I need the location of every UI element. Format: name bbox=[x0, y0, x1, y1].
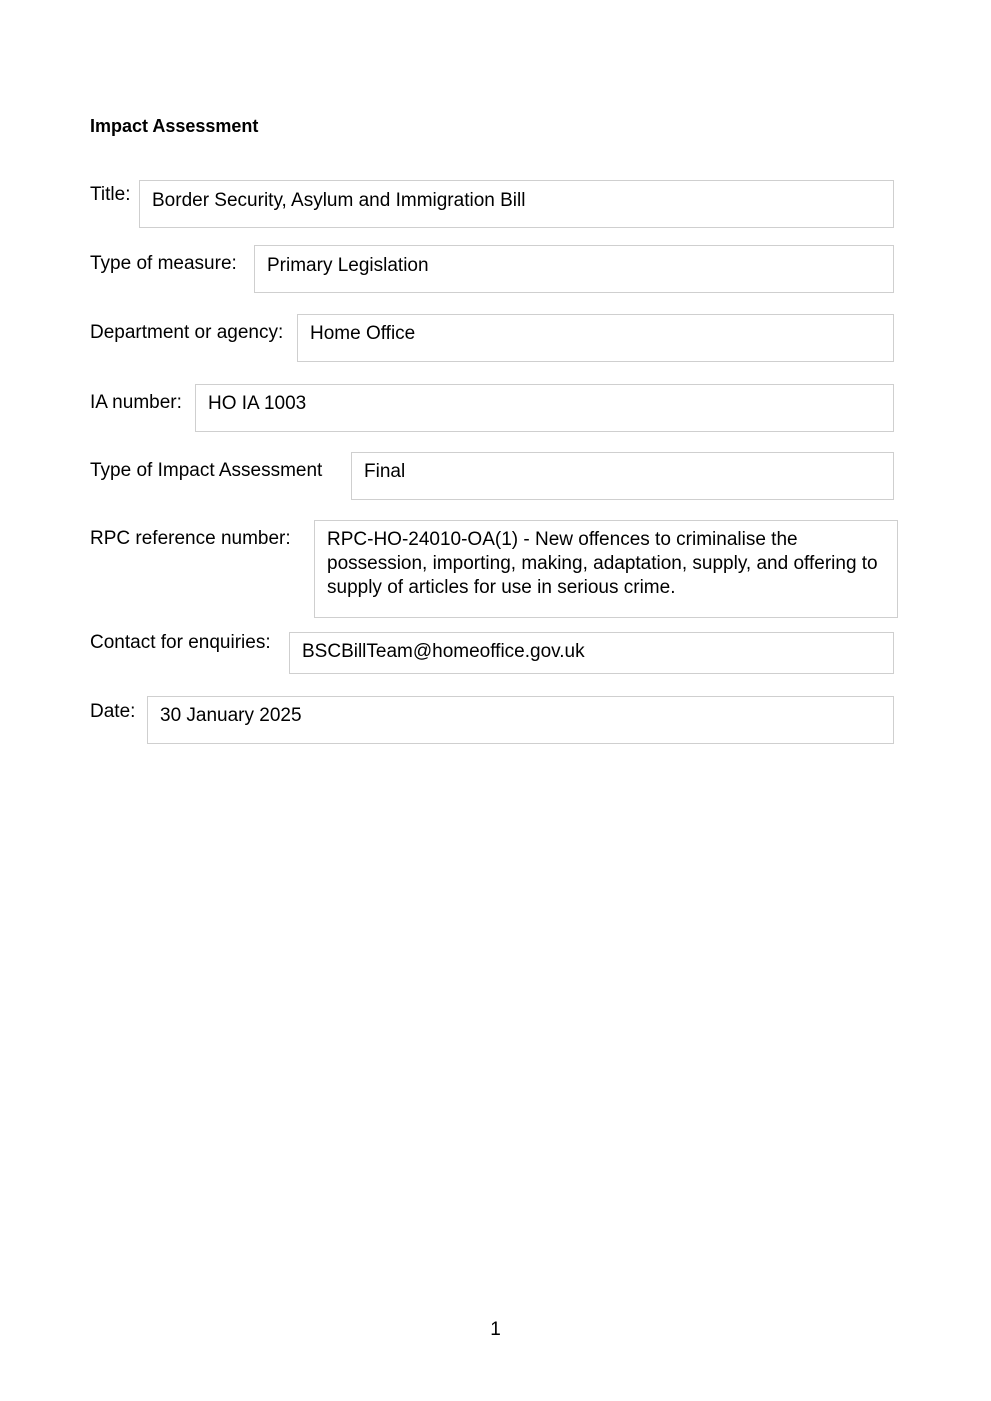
contact-label: Contact for enquiries: bbox=[90, 632, 271, 653]
measure-type-label: Type of measure: bbox=[90, 253, 237, 274]
department-label: Department or agency: bbox=[90, 322, 284, 343]
rpc-reference-value: RPC-HO-24010-OA(1) - New offences to criminalise the possession, importing, making, adaptation, supply, and offering to supply of articles for use in serious crime. bbox=[327, 529, 878, 598]
document-heading: Impact Assessment bbox=[90, 116, 259, 136]
date-value: 30 January 2025 bbox=[160, 705, 302, 726]
ia-type-label: Type of Impact Assessment bbox=[90, 460, 323, 481]
ia-number-field bbox=[195, 384, 894, 432]
department-value: Home Office bbox=[310, 323, 416, 344]
date-label: Date: bbox=[90, 701, 136, 722]
ia-number-label: IA number: bbox=[90, 392, 182, 413]
rpc-reference-label: RPC reference number: bbox=[90, 528, 291, 549]
title-field bbox=[139, 180, 894, 228]
contact-field bbox=[289, 632, 894, 674]
ia-type-field bbox=[351, 452, 894, 500]
title-label: Title: bbox=[90, 184, 131, 205]
department-field bbox=[297, 314, 894, 362]
rpc-reference-field bbox=[314, 520, 898, 618]
page-number: 1 bbox=[490, 1319, 501, 1340]
ia-number-value: HO IA 1003 bbox=[208, 393, 307, 414]
ia-type-value: Final bbox=[364, 461, 406, 482]
measure-type-field bbox=[254, 245, 894, 293]
contact-value: BSCBillTeam@homeoffice.gov.uk bbox=[302, 641, 585, 662]
title-value: Border Security, Asylum and Immigration Bill bbox=[152, 190, 526, 211]
date-field bbox=[147, 696, 894, 744]
measure-type-value: Primary Legislation bbox=[267, 255, 429, 276]
